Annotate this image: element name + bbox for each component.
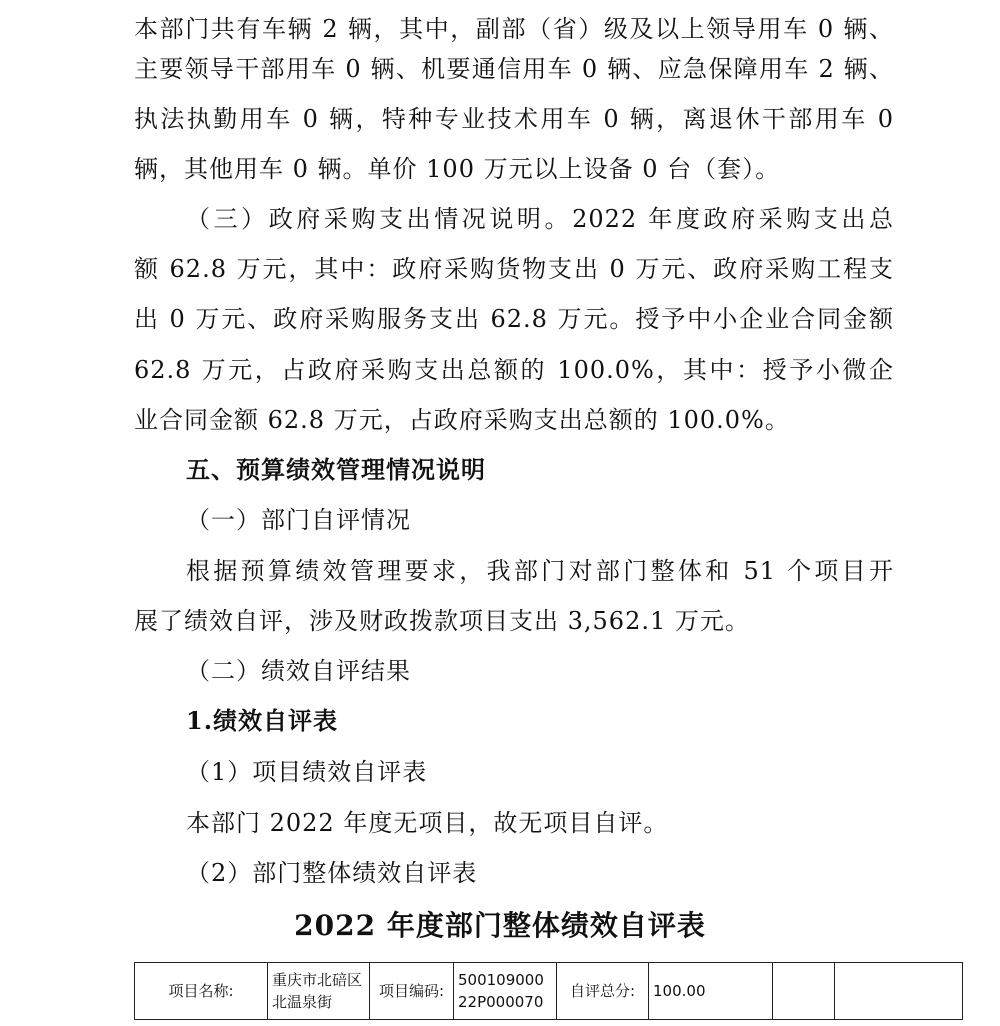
project-name-label: 项目名称: bbox=[135, 963, 268, 1020]
project-code-value: 50010900022P000070 bbox=[454, 963, 557, 1020]
project-code-label: 项目编码: bbox=[370, 963, 454, 1020]
paragraph-line: 辆，其他用车 0 辆。单价 100 万元以上设备 0 台（套）。 bbox=[134, 155, 781, 183]
paragraph-line: （三）政府采购支出情况说明。2022 年度政府采购支出总 bbox=[186, 205, 894, 233]
empty-cell bbox=[835, 963, 963, 1020]
project-name-value: 重庆市北碚区北温泉街 bbox=[268, 963, 370, 1020]
paragraph-line: 62.8 万元，占政府采购支出总额的 100.0%，其中：授予小微企 bbox=[134, 356, 894, 384]
subsection-heading: （2）部门整体绩效自评表 bbox=[186, 859, 478, 887]
self-evaluation-table bbox=[134, 962, 963, 1020]
score-value: 100.00 bbox=[649, 963, 773, 1020]
subsection-heading: 1.绩效自评表 bbox=[186, 706, 339, 735]
paragraph-line: 出 0 万元、政府采购服务支出 62.8 万元。授予中小企业合同金额 bbox=[134, 305, 894, 333]
paragraph-line: 根据预算绩效管理要求，我部门对部门整体和 51 个项目开 bbox=[186, 557, 894, 585]
score-label: 自评总分: bbox=[557, 963, 649, 1020]
subsection-heading: （1）项目绩效自评表 bbox=[186, 758, 428, 786]
paragraph-line: 业合同金额 62.8 万元，占政府采购支出总额的 100.0%。 bbox=[134, 406, 790, 434]
section-heading: 五、预算绩效管理情况说明 bbox=[186, 455, 486, 484]
table-title: 2022 年度部门整体绩效自评表 bbox=[294, 909, 706, 942]
paragraph-line: 额 62.8 万元，其中：政府采购货物支出 0 万元、政府采购工程支 bbox=[134, 255, 894, 283]
table-row bbox=[135, 963, 963, 1020]
empty-cell bbox=[773, 963, 835, 1020]
paragraph-line: 本部门 2022 年度无项目，故无项目自评。 bbox=[186, 809, 669, 837]
subsection-heading: （一）部门自评情况 bbox=[186, 506, 411, 534]
subsection-heading: （二）绩效自评结果 bbox=[186, 657, 411, 685]
paragraph-line: 展了绩效自评，涉及财政拨款项目支出 3,562.1 万元。 bbox=[134, 607, 750, 635]
paragraph-line: 本部门共有车辆 2 辆，其中，副部（省）级及以上领导用车 0 辆、 bbox=[134, 15, 894, 43]
paragraph-line: 主要领导干部用车 0 辆、机要通信用车 0 辆、应急保障用车 2 辆、 bbox=[134, 55, 894, 83]
paragraph-line: 执法执勤用车 0 辆，特种专业技术用车 0 辆，离退休干部用车 0 bbox=[134, 105, 894, 133]
